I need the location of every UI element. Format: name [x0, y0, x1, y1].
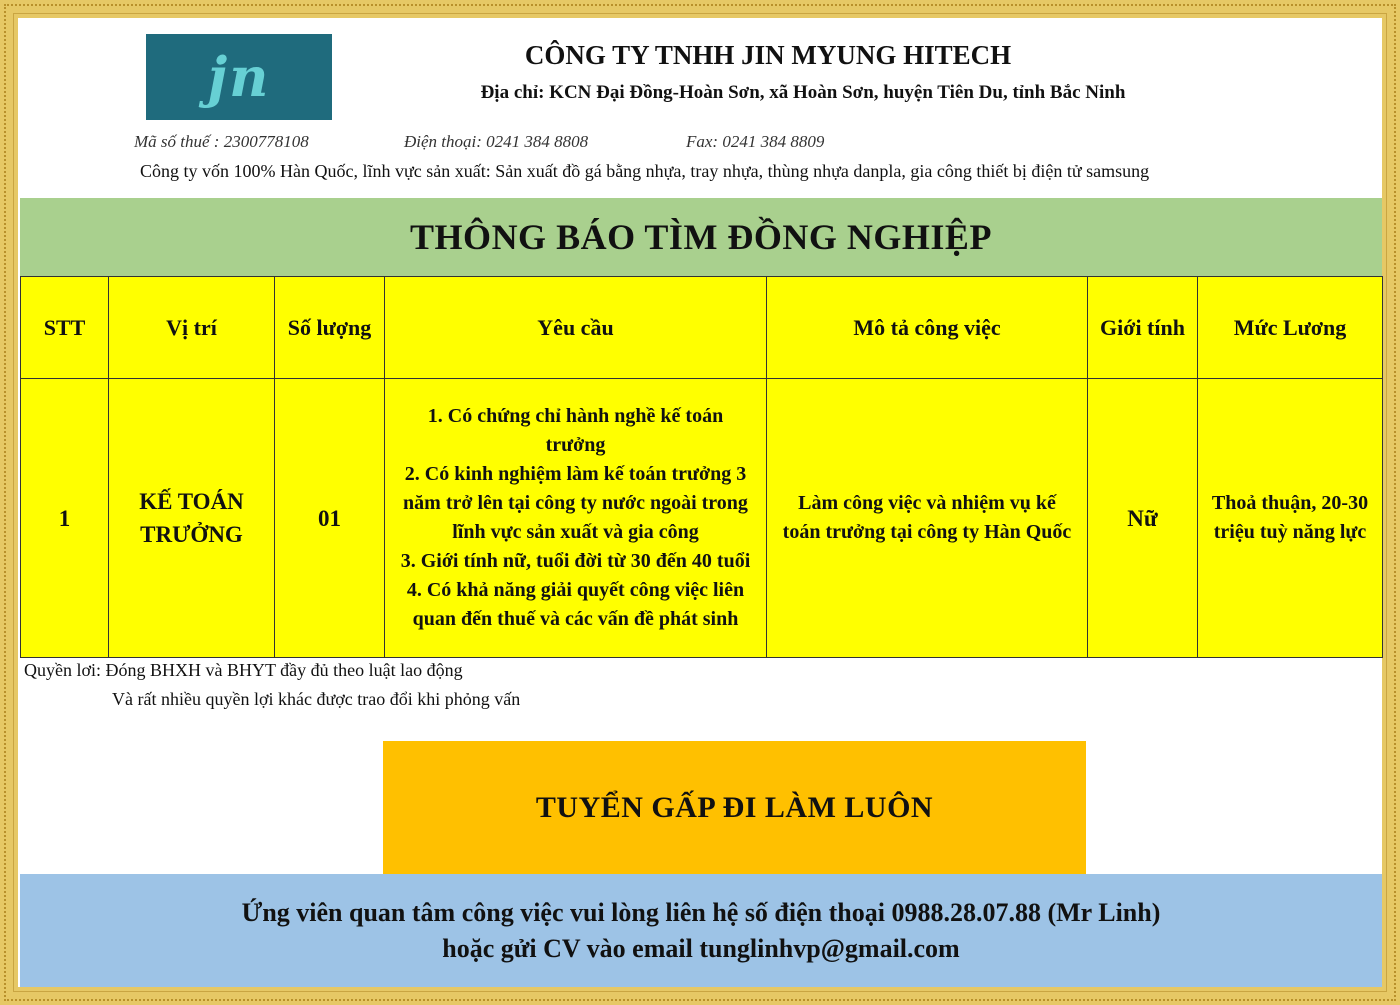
description-line: toán trưởng tại công ty Hàn Quốc — [782, 521, 1072, 543]
company-fax: Fax: 0241 384 8809 — [686, 132, 825, 151]
job-table — [20, 276, 1383, 658]
header-quantity: Số lượng — [275, 277, 385, 379]
salary-line: Thoả thuận, 20-30 — [1211, 492, 1369, 514]
company-address: Địa chỉ: KCN Đại Đồng-Hoàn Sơn, xã Hoàn Sơn, huyện Tiên Du, tỉnh Bắc Ninh — [480, 82, 1126, 103]
benefits-line-extra: Và rất nhiều quyền lợi khác được trao đổi khi phỏng vấn — [112, 689, 521, 709]
requirement-line: trưởng — [545, 434, 606, 456]
requirement-line: lĩnh vực sản xuất và gia công — [452, 521, 699, 543]
cell-stt: 1 — [21, 379, 109, 658]
cell-position — [109, 379, 275, 658]
requirement-line: 1. Có chứng chỉ hành nghề kế toán — [427, 405, 724, 427]
announcement-title-bar — [20, 198, 1382, 276]
contact-banner — [20, 874, 1382, 987]
company-logo — [146, 34, 332, 120]
urgent-banner — [383, 741, 1086, 874]
benefits-line: Quyền lơi: Đóng BHXH và BHYT đầy đủ theo luật lao động — [24, 660, 463, 680]
requirement-line: 3. Giới tính nữ, tuổi đời từ 30 đến 40 tuổi — [400, 550, 751, 572]
table-row — [21, 379, 1383, 658]
position-line: TRƯỞNG — [140, 522, 243, 547]
logo-text: jn — [207, 45, 271, 109]
cell-requirements — [385, 379, 767, 658]
contact-line-email: hoặc gửi CV vào email tunglinhvp@gmail.com — [442, 933, 960, 963]
header-stt: STT — [21, 277, 109, 379]
header-gender: Giới tính — [1088, 277, 1198, 379]
position-line: KẾ TOÁN — [139, 489, 244, 514]
requirement-line: quan đến thuế và các vấn đề phát sinh — [412, 608, 739, 630]
requirement-line: 4. Có khả năng giải quyết công việc liên — [406, 579, 745, 601]
table-header-row — [21, 277, 1383, 379]
cell-gender: Nữ — [1088, 379, 1198, 658]
header-position: Vị trí — [109, 277, 275, 379]
tax-code: Mã số thuế : 2300778108 — [134, 132, 309, 151]
requirement-line: năm trở lên tại công ty nước ngoài trong — [403, 492, 748, 514]
contact-line-phone: Ứng viên quan tâm công việc vui lòng liên hệ số điện thoại 0988.28.07.88 (Mr Linh) — [241, 897, 1161, 927]
salary-line: triệu tuỳ năng lực — [1213, 521, 1367, 543]
cell-job-description — [767, 379, 1088, 658]
urgent-text: TUYỂN GẤP ĐI LÀM LUÔN — [535, 790, 934, 824]
company-name: CÔNG TY TNHH JIN MYUNG HITECH — [524, 40, 1012, 70]
cell-salary — [1198, 379, 1383, 658]
requirement-line: 2. Có kinh nghiệm làm kế toán trưởng 3 — [404, 463, 747, 485]
header-description: Mô tả công việc — [767, 277, 1088, 379]
announcement-title: THÔNG BÁO TÌM ĐỒNG NGHIỆP — [410, 217, 992, 257]
cell-quantity: 01 — [275, 379, 385, 658]
company-phone: Điện thoại: 0241 384 8808 — [404, 132, 589, 151]
header-requirements: Yêu cầu — [385, 277, 767, 379]
description-line: Làm công việc và nhiệm vụ kế — [798, 492, 1056, 514]
header-salary: Mức Lương — [1198, 277, 1383, 379]
company-description: Công ty vốn 100% Hàn Quốc, lĩnh vực sản xuất: Sản xuất đồ gá bằng nhựa, tray nhựa, thùng nhựa danpla, gia công thiết bị điện tử samsung — [140, 161, 1150, 181]
